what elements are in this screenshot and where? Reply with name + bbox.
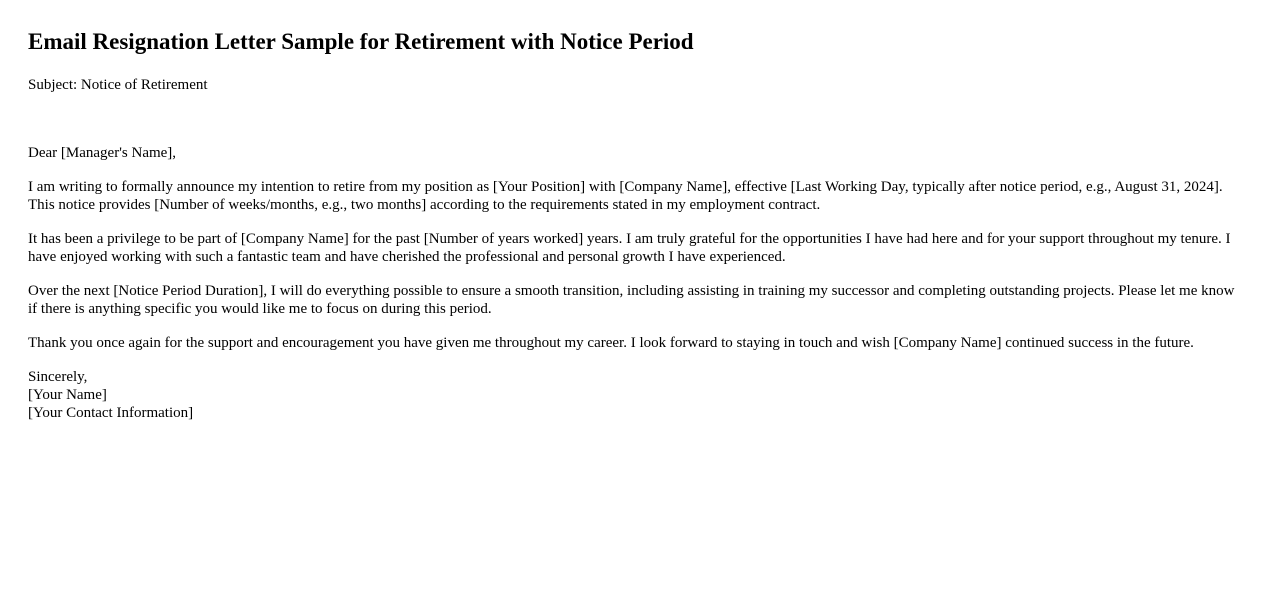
paragraph-intent: I am writing to formally announce my intention to retire from my position as [Your Position] with [Company Name], effective [Last Working Day, typically after notice period, e.g., August 31, 2024]. This notice provides [Number of weeks/months, e.g., two months] according to the requirements stated in my employment contract. (28, 179, 1223, 213)
greeting: Dear [Manager's Name], (28, 145, 177, 161)
paragraph-thanks: Thank you once again for the support and encouragement you have given me throughout my career. I look forward to staying in touch and wish [Company Name] continued success in the future. (28, 335, 1194, 351)
paragraph-gratitude: It has been a privilege to be part of [Company Name] for the past [Number of years worked] years. I am truly grateful for the opportunities I have had here and for your support throughout my tenure. I have enjoyed working with such a fantastic team and have cherished the professional and personal growth I have experienced. (28, 231, 1231, 265)
signer-contact: [Your Contact Information] (28, 405, 194, 421)
closing: Sincerely, (28, 369, 88, 385)
email-subject: Subject: Notice of Retirement (28, 77, 208, 93)
signer-name: [Your Name] (28, 387, 107, 403)
signature-block (28, 368, 1250, 422)
page-title: Email Resignation Letter Sample for Retirement with Notice Period (28, 29, 694, 54)
paragraph-transition: Over the next [Notice Period Duration], I will do everything possible to ensure a smooth transition, including assisting in training my successor and completing outstanding projects. Please let me know if there is anything specific you would like me to focus on during this period. (28, 283, 1235, 317)
